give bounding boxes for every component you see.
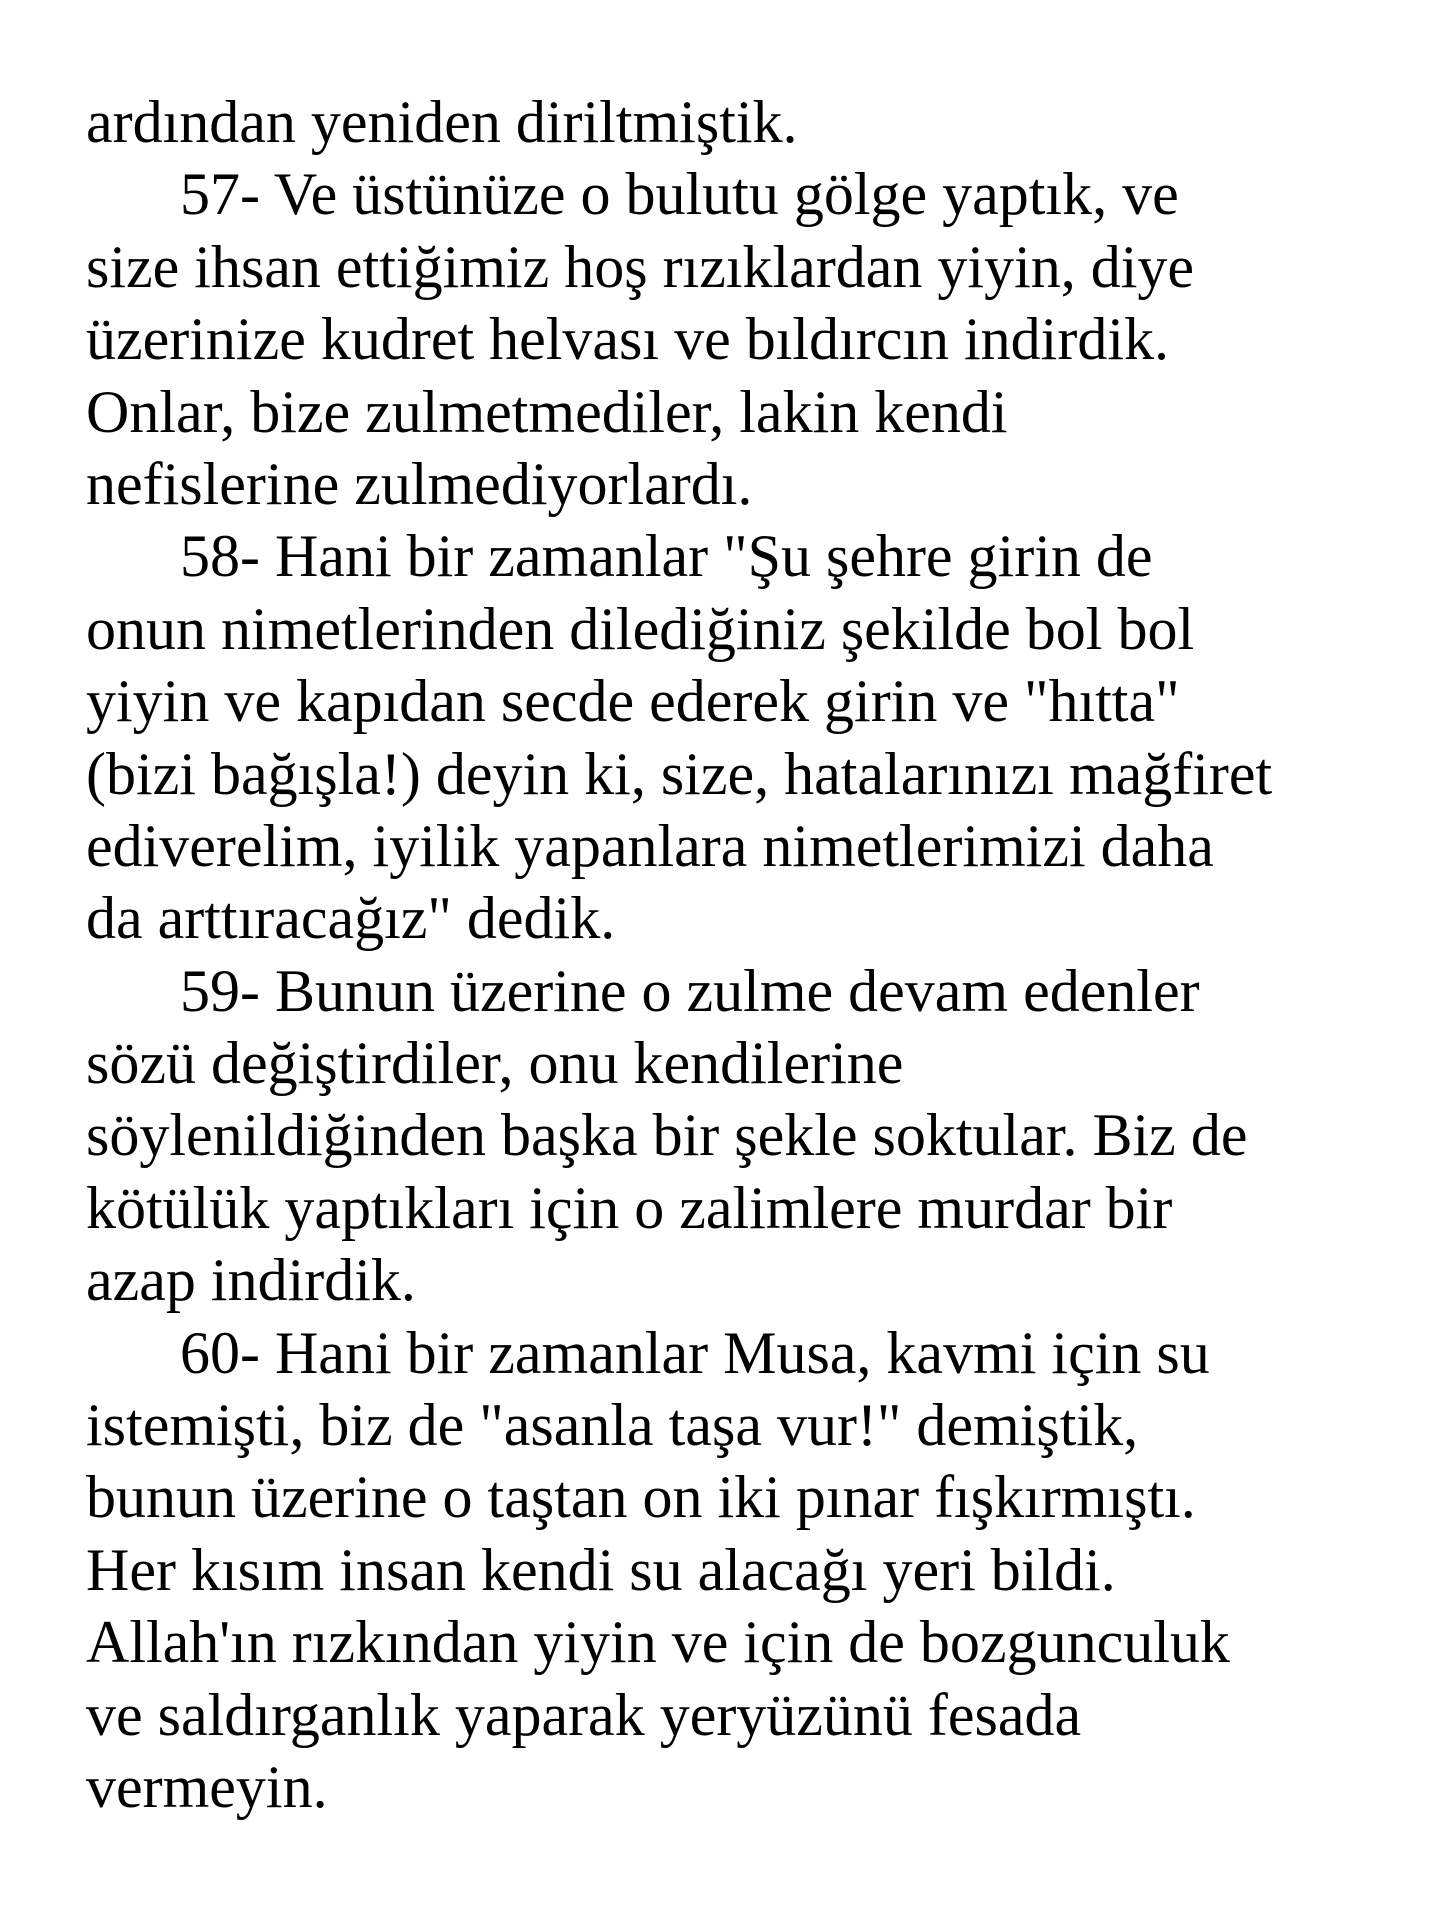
text-line: ve saldırganlık yaparak yeryüzünü fesada — [86, 1681, 1082, 1748]
text-line: size ihsan ettiğimiz hoş rızıklardan yiyin, diye — [86, 233, 1195, 300]
text-line: Allah'ın rızkından yiyin ve için de bozgunculuk — [86, 1609, 1230, 1676]
text-line: bunun üzerine o taştan on iki pınar fışkırmıştı. — [86, 1464, 1196, 1531]
text-line: nefislerine zulmediyorlardı. — [86, 450, 753, 517]
text-line: yiyin ve kapıdan secde ederek girin ve "hıtta" — [86, 668, 1180, 735]
verse-start-line-58: 58- Hani bir zamanlar "Şu şehre girin de — [180, 523, 1153, 590]
text-line: söylenildiğinden başka bir şekle soktular. Biz de — [86, 1102, 1248, 1169]
verse-start-line-59: 59- Bunun üzerine o zulme devam edenler — [180, 957, 1200, 1024]
text-line: istemişti, biz de "asanla taşa vur!" demiştik, — [86, 1392, 1139, 1459]
text-line: da arttıracağız" dedik. — [86, 885, 616, 952]
text-line: üzerinize kudret helvası ve bıldırcın indirdik. — [86, 306, 1169, 373]
text-line: onun nimetlerinden dilediğiniz şekilde bol bol — [86, 595, 1195, 662]
text-line: azap indirdik. — [86, 1247, 416, 1314]
text-line: Onlar, bize zulmetmediler, lakin kendi — [86, 378, 1008, 445]
verse-start-line-60: 60- Hani bir zamanlar Musa, kavmi için su — [180, 1319, 1210, 1386]
text-line: kötülük yaptıkları için o zalimlere murdar bir — [86, 1174, 1173, 1241]
document-page — [86, 86, 1406, 1823]
text-line: vermeyin. — [86, 1753, 328, 1820]
verse-start-line-57: 57- Ve üstünüze o bulutu gölge yaptık, ve — [180, 161, 1179, 228]
text-line: sözü değiştirdiler, onu kendilerine — [86, 1030, 904, 1097]
text-line: (bizi bağışla!) deyin ki, size, hatalarınızı mağfiret — [86, 740, 1273, 807]
text-line: ediverelim, iyilik yapanlara nimetlerimizi daha — [86, 812, 1214, 879]
text-line: ardından yeniden diriltmiştik. — [86, 89, 798, 155]
text-line: Her kısım insan kendi su alacağı yeri bildi. — [86, 1536, 1116, 1603]
